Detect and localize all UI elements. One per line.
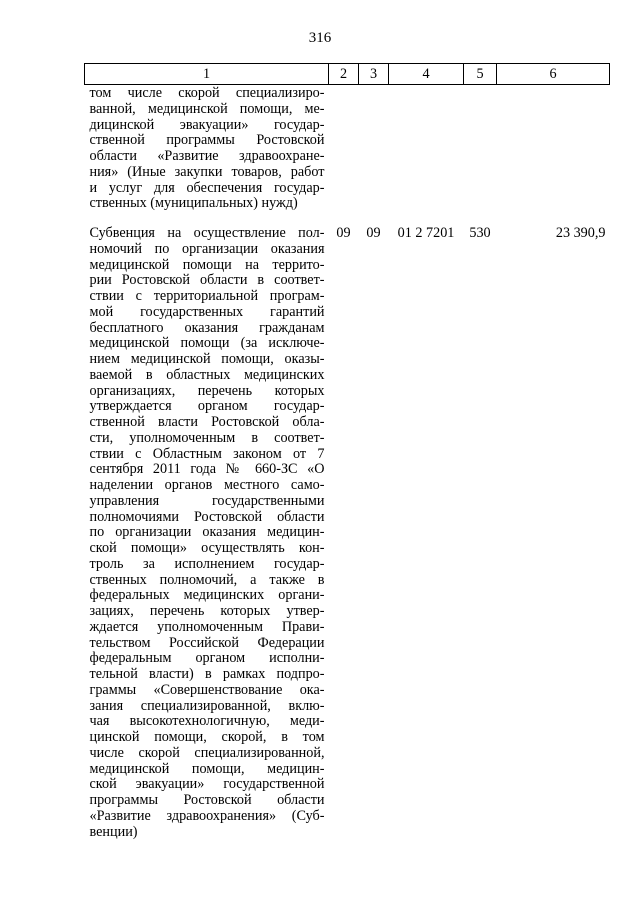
description-line: области «Развитие здравоохране- <box>89 148 325 164</box>
table-header-row <box>85 64 610 85</box>
page-number: 316 <box>308 30 332 46</box>
row-description <box>85 226 329 840</box>
description-line: организациях, перечень которых <box>89 382 325 399</box>
column-header-4: 4 <box>389 64 464 85</box>
description-line: ваемой в областных медицинских <box>89 366 325 383</box>
description-line: сти, уполномоченным в соответ- <box>89 429 325 446</box>
description-line: ванной, медицинской помощи, ме- <box>89 100 325 117</box>
column-header-3: 3 <box>359 64 389 85</box>
row-expense-type-code: 530 <box>469 225 491 241</box>
description-line: управления государственными <box>89 492 325 509</box>
description-line: цинской помощи, скорой, в том <box>89 729 325 745</box>
description-line: дицинской эвакуации» государ- <box>89 116 325 133</box>
description-line: ственной программы Ростовской <box>89 132 325 149</box>
row-expense-type-code <box>464 85 497 227</box>
description-line: венции) <box>89 823 138 840</box>
description-line: ственных (муниципальных) нужд) <box>89 195 298 212</box>
description-line: и услуг для обеспечения государ- <box>89 179 325 196</box>
description-line: ствии с Областным законом от 7 <box>89 445 325 462</box>
column-header-5: 5 <box>464 64 497 85</box>
description-line: чая высокотехнологичную, меди- <box>89 713 325 730</box>
row-amount <box>497 85 610 227</box>
row-subsection-code: 09 <box>366 225 381 241</box>
description-line: медицинской помощи (за исключе- <box>89 335 325 352</box>
table-row <box>85 226 610 840</box>
table-row <box>85 85 610 227</box>
description-line: тельством Российской Федерации <box>89 634 325 651</box>
description-line: зания специализированной, вклю- <box>89 697 325 714</box>
description-line: ствии с территориальной програм- <box>89 288 325 304</box>
description-line: зациях, перечень которых утвер- <box>89 603 325 619</box>
description-line: сентября 2011 года № 660-ЗС «О <box>89 461 325 478</box>
description-line: том числе скорой специализиро- <box>89 85 325 101</box>
row-amount: 23 390,9 <box>555 225 606 241</box>
description-line: ждается уполномоченным Прави- <box>89 618 325 635</box>
description-line: утверждается органом государ- <box>89 398 325 415</box>
description-line: тельной власти) в рамках подпро- <box>89 666 325 682</box>
description-line: троль за исполнением государ- <box>89 555 325 572</box>
description-line: Субвенция на осуществление пол- <box>89 225 325 241</box>
row-section-code <box>329 85 359 227</box>
description-line: числе скорой специализированной, <box>89 744 325 761</box>
description-line: медицинской помощи, медицин- <box>89 760 325 777</box>
column-header-1: 1 <box>85 64 329 85</box>
description-line: ния» (Иные закупки товаров, работ <box>89 163 325 180</box>
description-line: полномочиями Ростовской области <box>89 508 325 525</box>
description-line: ской помощи» осуществлять кон- <box>89 540 325 556</box>
description-line: федеральным органом исполни- <box>89 650 325 667</box>
description-line: бесплатного оказания гражданам <box>89 319 325 336</box>
description-line: федеральных медицинских органи- <box>89 587 325 604</box>
description-line: рии Ростовской области в соответ- <box>89 272 325 289</box>
description-line: наделении органов местного само- <box>89 477 325 493</box>
description-line: по организации оказания медицин- <box>89 524 325 541</box>
description-line: нием медицинской помощи, оказы- <box>89 351 325 367</box>
description-line: ственных полномочий, а также в <box>89 571 325 588</box>
description-line: мой государственных гарантий <box>89 303 325 320</box>
description-line: «Развитие здравоохранения» (Суб- <box>89 807 325 824</box>
column-header-6: 6 <box>497 64 610 85</box>
row-target-article-code: 01 2 7201 <box>397 225 455 241</box>
description-line: номочий по организации оказания <box>89 240 325 257</box>
table-body <box>85 85 610 841</box>
row-description <box>85 85 329 227</box>
description-line: ственной власти Ростовской обла- <box>89 414 325 430</box>
description-line: программы Ростовской области <box>89 792 325 808</box>
description-line: медицинской помощи на террито- <box>89 256 325 273</box>
column-header-2: 2 <box>329 64 359 85</box>
row-section-code: 09 <box>336 225 351 241</box>
description-line: ской эвакуации» государственной <box>89 776 325 793</box>
row-subsection-code <box>359 85 389 227</box>
description-line: граммы «Совершенствование ока- <box>89 681 325 698</box>
row-target-article-code <box>389 85 464 227</box>
budget-table <box>84 63 610 840</box>
